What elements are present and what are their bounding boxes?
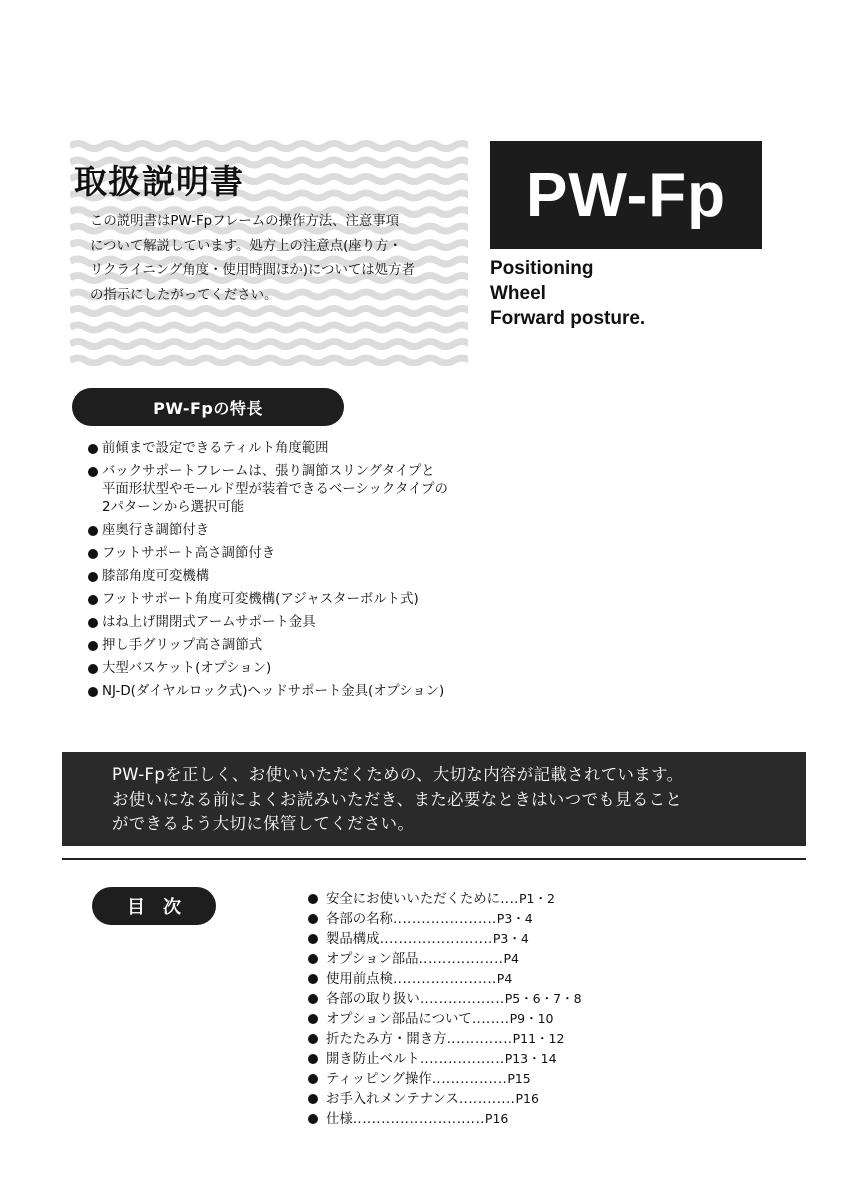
bullet-icon <box>88 444 98 454</box>
feature-text: 押し手グリップ高さ調節式 <box>102 638 263 653</box>
wave-line <box>70 358 468 363</box>
toc-page: P5・6・7・8 <box>504 991 582 1006</box>
toc-page: P3・4 <box>492 931 529 946</box>
subtitle-line: Wheel <box>490 283 546 304</box>
toc-leader: ‥‥‥‥‥‥‥‥ <box>431 1072 508 1087</box>
toc-entry <box>308 989 668 1009</box>
toc-entry <box>308 1069 668 1089</box>
toc-leader: ‥‥‥‥‥‥‥‥‥‥‥‥ <box>379 932 493 947</box>
wave-line <box>70 144 468 149</box>
product-subtitle <box>490 256 790 331</box>
feature-item <box>88 614 488 632</box>
toc-title: 仕様 <box>326 1112 353 1127</box>
wave-line <box>70 309 468 314</box>
feature-item <box>88 522 488 540</box>
toc-leader: ‥‥‥‥‥‥‥‥‥ <box>418 952 504 967</box>
feature-text: 平面形状型やモールド型が装着できるベーシックタイプの <box>102 482 448 497</box>
toc-leader: ‥‥‥‥‥‥‥‥‥‥‥‥‥‥ <box>352 1112 485 1127</box>
toc-leader: ‥‥‥‥‥‥‥ <box>446 1032 513 1047</box>
toc-leader: ‥‥‥‥‥‥‥‥‥‥‥ <box>392 912 497 927</box>
feature-text: フットサポート角度可変機構(アジャスターボルト式) <box>102 592 419 607</box>
bullet-icon <box>88 687 98 697</box>
toc-page: P11・12 <box>512 1031 565 1046</box>
toc-page: P1・2 <box>518 891 555 906</box>
features-list <box>88 440 488 706</box>
toc-page: P13・14 <box>504 1051 557 1066</box>
bullet-icon <box>308 1054 318 1064</box>
toc-title: 折たたみ方・開き方 <box>326 1032 447 1047</box>
bullet-icon <box>88 572 98 582</box>
toc-leader: ‥‥ <box>500 892 519 907</box>
intro-panel <box>70 138 468 366</box>
feature-item <box>88 568 488 586</box>
toc-page: P4 <box>496 971 513 986</box>
bullet-icon <box>308 914 318 924</box>
toc-title: ティッピング操作 <box>326 1072 432 1087</box>
wave-line <box>70 325 468 330</box>
subtitle-line: Forward posture. <box>490 308 646 329</box>
bullet-icon <box>88 526 98 536</box>
product-name: PW-Fp <box>525 160 727 230</box>
feature-item <box>88 683 488 701</box>
notice-line: ができるよう大切に保管してください。 <box>112 814 415 833</box>
toc-entry <box>308 1109 668 1129</box>
features-heading: PW-Fpの特長 <box>72 388 344 426</box>
feature-text: はね上げ開閉式アームサポート金具 <box>102 615 316 630</box>
table-of-contents <box>308 889 668 1129</box>
feature-text: フットサポート高さ調節付き <box>102 546 276 561</box>
intro-line: について解説しています。処方上の注意点(座り方・ <box>90 238 402 254</box>
bullet-icon <box>88 467 98 477</box>
toc-title: 安全にお使いいただくために <box>326 892 501 907</box>
toc-entry <box>308 909 668 929</box>
toc-leader: ‥‥‥‥‥‥‥‥‥ <box>419 992 505 1007</box>
notice-line: お使いになる前によくお読みいただき、また必要なときはいつでも見ること <box>112 789 683 809</box>
feature-item <box>88 440 488 458</box>
toc-entry <box>308 889 668 909</box>
bullet-icon <box>308 954 318 964</box>
feature-item <box>88 463 488 517</box>
intro-description <box>90 210 460 308</box>
feature-item <box>88 591 488 609</box>
intro-line: の指示にしたがってください。 <box>90 287 278 303</box>
feature-text: NJ-D(ダイヤルロック式)ヘッドサポート金具(オプション) <box>102 684 445 699</box>
bullet-icon <box>308 1094 318 1104</box>
feature-text: 大型バスケット(オプション) <box>102 661 272 676</box>
feature-text: 膝部角度可変機構 <box>102 569 210 584</box>
subtitle-line: Positioning <box>490 258 594 279</box>
bullet-icon <box>308 1014 318 1024</box>
feature-item <box>88 545 488 563</box>
toc-entry <box>308 1029 668 1049</box>
toc-page: P3・4 <box>496 911 533 926</box>
toc-entry <box>308 949 668 969</box>
document-title: 取扱説明書 <box>74 162 244 201</box>
toc-entry <box>308 1089 668 1109</box>
feature-text: 前傾まで設定できるティルト角度範囲 <box>102 441 329 456</box>
bullet-icon <box>88 664 98 674</box>
toc-leader: ‥‥‥‥‥‥‥‥‥‥‥ <box>392 972 497 987</box>
toc-entry <box>308 1009 668 1029</box>
feature-text: 座奥行き調節付き <box>102 523 210 538</box>
bullet-icon <box>88 595 98 605</box>
intro-line: この説明書はPW-Fpフレームの操作方法、注意事項 <box>90 214 400 229</box>
toc-entry <box>308 1049 668 1069</box>
feature-item <box>88 660 488 678</box>
bullet-icon <box>88 618 98 628</box>
toc-page: P16 <box>515 1091 539 1106</box>
toc-page: P4 <box>503 951 519 966</box>
bullet-icon <box>308 1034 318 1044</box>
notice-line: PW-Fpを正しく、お使いいただくための、大切な内容が記載されています。 <box>112 765 684 784</box>
wave-line <box>70 342 468 347</box>
toc-title: オプション部品 <box>326 952 419 967</box>
product-name-block <box>490 141 762 249</box>
notice-text <box>112 763 683 837</box>
bullet-icon <box>308 1114 318 1124</box>
toc-title: 製品構成 <box>326 932 380 947</box>
bullet-icon <box>88 641 98 651</box>
bullet-icon <box>88 549 98 559</box>
toc-entry <box>308 929 668 949</box>
toc-entry <box>308 969 668 989</box>
toc-title: 使用前点検 <box>326 972 393 987</box>
toc-leader: ‥‥‥‥‥‥‥‥‥ <box>419 1052 505 1067</box>
intro-line: リクライニング角度・使用時間ほか)については処方者 <box>90 263 415 279</box>
toc-title: 開き防止ベルト <box>326 1052 420 1067</box>
toc-title: 各部の取り扱い <box>326 992 420 1007</box>
bullet-icon <box>308 1074 318 1084</box>
notice-banner <box>62 752 806 846</box>
bullet-icon <box>308 974 318 984</box>
toc-title: お手入れメンテナンス <box>326 1092 459 1107</box>
toc-leader: ‥‥‥‥‥‥ <box>458 1092 516 1107</box>
toc-title: オプション部品について <box>326 1012 472 1027</box>
bullet-icon <box>308 994 318 1004</box>
feature-text: 2パターンから選択可能 <box>102 500 245 515</box>
toc-leader: ‥‥‥‥ <box>471 1012 510 1027</box>
feature-item <box>88 637 488 655</box>
toc-title: 各部の名称 <box>326 912 393 927</box>
toc-heading: 目次 <box>92 887 216 925</box>
feature-text: バックサポートフレームは、張り調節スリングタイプと <box>102 464 435 479</box>
toc-page: P15 <box>507 1071 531 1086</box>
toc-page: P16 <box>484 1111 509 1126</box>
toc-page: P9・10 <box>509 1011 554 1026</box>
bullet-icon <box>308 894 318 904</box>
bullet-icon <box>308 934 318 944</box>
divider <box>62 858 806 860</box>
